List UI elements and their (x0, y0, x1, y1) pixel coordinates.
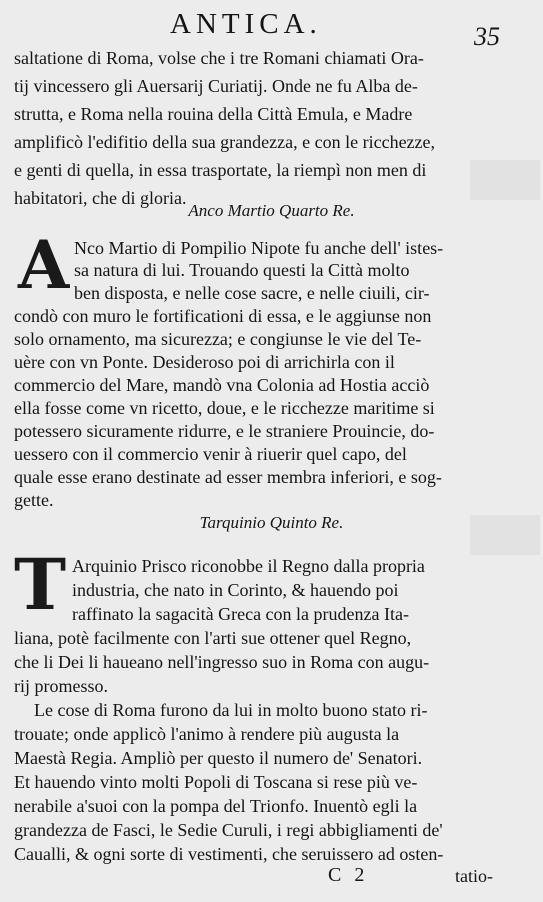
text-line: che li Dei li haueano nell'ingresso suo in Roma con augu- (14, 652, 430, 672)
signature-mark: C 2 (328, 864, 369, 886)
text-line: Caualli, & ogni sorte di vestimenti, che seruissero ad osten- (14, 844, 444, 864)
text-line: rij promesso. (14, 676, 108, 696)
section-title: Tarquinio Quinto Re. (199, 513, 344, 532)
text-line: liana, potè facilmente con l'arti sue ottener quel Regno, (14, 628, 412, 648)
text-line: Et hauendo vinto molti Popoli di Toscana si rese più ve- (14, 772, 418, 792)
page-footer (0, 862, 543, 902)
drop-cap: T (14, 543, 67, 626)
text-line: industria, che nato in Corinto, & hauendo poi (72, 580, 399, 600)
text-line: raffinato la sagacità Greca con la prudenza Ita- (72, 604, 409, 624)
drop-cap: A (18, 226, 70, 304)
text-line: tij vincessero gli Auersarij Curiatij. Onde ne fu Alba de- (14, 76, 418, 96)
text-line: Maestà Regia. Ampliò per questo il numero de' Senatori. (14, 748, 423, 768)
text-line: gette. (14, 490, 54, 510)
text-line: Le cose di Roma furono da lui in molto buono stato ri- (34, 700, 428, 720)
text-line: ben disposta, e nelle cose sacre, e nelle ciuili, cir- (74, 283, 430, 303)
text-line: grandezza de Fasci, le Sedie Curuli, i regi abbigliamenti de' (14, 820, 443, 840)
catchword: tatio- (455, 866, 493, 886)
running-head: ANTICA. (170, 8, 322, 40)
text-line: nerabile a'suoi con la pompa del Trionfo. Inuentò egli la (14, 796, 418, 816)
text-line: Nco Martio di Pompilio Nipote fu anche dell' istes- (74, 238, 444, 258)
text-line: habitatori, che di gloria. (14, 188, 187, 208)
section-title: Anco Martio Quarto Re. (188, 201, 355, 220)
text-line: strutta, e Roma nella rouina della Città Emula, e Madre (14, 104, 413, 124)
text-line: e genti di quella, in essa trasportate, la riempì non men di (14, 160, 427, 180)
text-line: condò con muro le fortificationi di essa, e le aggiunse non (14, 306, 432, 326)
page-header (0, 6, 543, 51)
text-line: solo ornamento, ma sicurezza; e congiunse le vie del Te- (14, 329, 422, 349)
text-line: uère con vn Ponte. Desideroso poi di arrichirla con il (14, 352, 395, 372)
text-line: uessero con il commercio venir à riuerir quel capo, del (14, 444, 407, 464)
text-line: quale esse erano destinate ad esser membra inferiori, e sog- (14, 467, 442, 487)
text-line: commercio del Mare, mandò vna Colonia ad Hostia acciò (14, 375, 430, 395)
text-line: Arquinio Prisco riconobbe il Regno dalla propria (72, 556, 425, 576)
text-line: ella fosse come vn ricetto, doue, e le ricchezze maritime si (14, 398, 435, 418)
text-line: amplificò l'edifitio della sua grandezza, e con le ricchezze, (14, 132, 436, 152)
text-line: potessero sicuramente ridurre, e le straniere Prouincie, do- (14, 421, 435, 441)
text-line: trouate; onde applicò l'animo à rendere più augusta la (14, 724, 400, 744)
text-line: saltatione di Roma, volse che i tre Romani chiamati Ora- (14, 48, 424, 68)
text-line: sa natura di lui. Trouando questi la Città molto (74, 260, 410, 280)
page-number: 35 (474, 22, 500, 51)
